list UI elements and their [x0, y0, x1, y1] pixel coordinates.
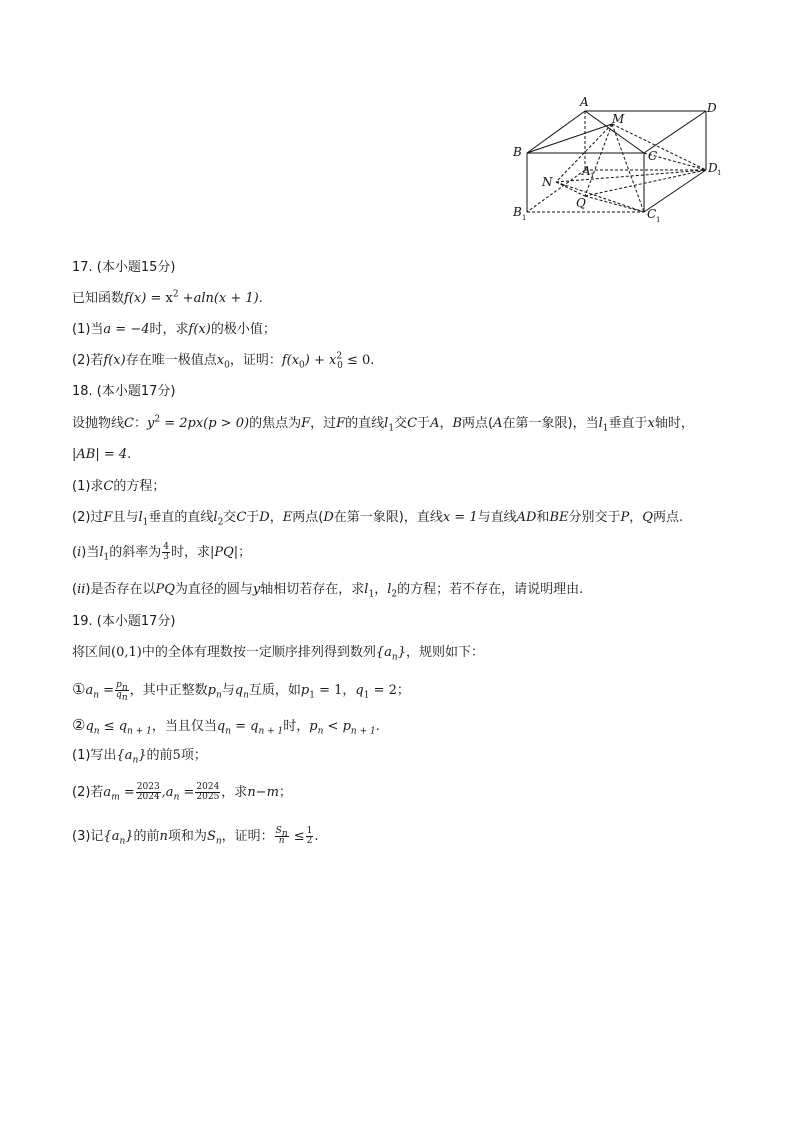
- q17-header: 17. (本小题15分): [72, 260, 176, 275]
- label-A1: A: [582, 164, 591, 178]
- label-C: C: [648, 149, 658, 163]
- prism-figure: [506, 90, 746, 230]
- q19-part2: (2)若$a_m$ = $\frac{2023}{2024}$ $,a_n$ = $\frac{2024}{2025}$ ，求n−m；: [72, 782, 292, 803]
- fraction-pn-qn: $\frac{p_n}{q_n}$: [116, 680, 128, 703]
- label-B1: B: [513, 205, 522, 219]
- fraction-2024-2025: $\frac{2024}{2025}$: [196, 782, 220, 802]
- label-M: M: [612, 112, 625, 126]
- edge-QD1: [585, 170, 706, 196]
- q18-header: 18. (本小题17分): [72, 384, 176, 399]
- q18-part2-ii: (ii)是否存在以PQ为直径的圆与y轴相切若存在，求$l_1$，$l_2$的方程；若不存在，请说明理由.: [72, 582, 584, 600]
- label-D1: D: [708, 161, 718, 175]
- q19-part1: (1)写出$\{a_n\}$的前5项；: [72, 748, 207, 766]
- q19-rule2: $②q_n \le q_{n + 1}$，当且仅当$q_n = q_{n + 1}$时，$p_n < p_{n + 1}$.: [72, 716, 380, 737]
- label-B1-sub: 1: [522, 214, 527, 222]
- fraction-2023-2024: $\frac{2023}{2024}$: [136, 782, 160, 802]
- q17-part2: (2)若f(x)存在唯一极值点$x_0$，证明：$f(x_0) + x^2_0 \le 0$.: [72, 351, 375, 371]
- q17-stem: 已知函数$f(x) = x^2 +aln(x + 1)$.: [72, 289, 263, 306]
- edge-ND1: [556, 170, 706, 182]
- label-A1-sub: 1: [590, 172, 595, 180]
- edge-BM: [527, 124, 612, 153]
- fraction-four-thirds: $\frac{4}{3}$: [163, 542, 169, 562]
- q18-stem-line1: 设抛物线C：$y^2 = 2px(p > 0)$的焦点为F，过F的直线$l_1$交C于A，B两点(A在第一象限)，当$l_1$垂直于x轴时，: [72, 414, 694, 434]
- q17-part1: (1)当a = −4时，求f(x)的极小值；: [72, 322, 276, 337]
- q19-rule1: $①a_n$ = $\frac{p_n}{q_n}$ ，其中正整数$p_n$与$q_n$互质，如$p_1 = 1$，$q_1 = 2$；: [72, 680, 410, 703]
- label-D: D: [707, 101, 717, 115]
- label-B: B: [513, 145, 522, 159]
- label-A: A: [580, 95, 589, 109]
- q18-stem-line2: |AB| = 4.: [72, 447, 132, 462]
- fraction-one-half: $\frac{1}{2}$: [306, 826, 313, 846]
- q19-header: 19. (本小题17分): [72, 614, 176, 629]
- edge-QC1: [585, 196, 644, 212]
- edge-MQ: [585, 124, 612, 196]
- q18-part2-i: (i)当$l_1$的斜率为 $\frac{4}{3}$ 时，求|PQ|；: [72, 542, 252, 563]
- label-Q: Q: [576, 196, 586, 210]
- label-C1-sub: 1: [656, 216, 661, 224]
- label-N: N: [542, 175, 553, 189]
- edge-NQ: [556, 182, 585, 196]
- q19-part3: (3)记$\{a_n\}$的前n项和为$S_n$，证明： $\frac{S_n}{n}$ ≤ $\frac{1}{2}$ .: [72, 826, 319, 847]
- label-C1: C: [647, 207, 657, 221]
- edge-AB: [527, 111, 585, 153]
- q18-part1: (1)求C的方程；: [72, 479, 166, 494]
- fraction-sn-n: $\frac{S_n}{n}$: [275, 826, 288, 846]
- q18-part2: (2)过F且与$l_1$垂直的直线$l_2$交C于D，E两点(D在第一象限)，直线x = 1与直线AD和BE分别交于P，Q两点.: [72, 510, 684, 528]
- label-D1-sub: 1: [717, 169, 722, 177]
- q19-stem: 将区间(0,1)中的全体有理数按一定顺序排列得到数列$\{a_n\}$，规则如下：: [72, 645, 484, 663]
- edge-CD: [644, 111, 706, 153]
